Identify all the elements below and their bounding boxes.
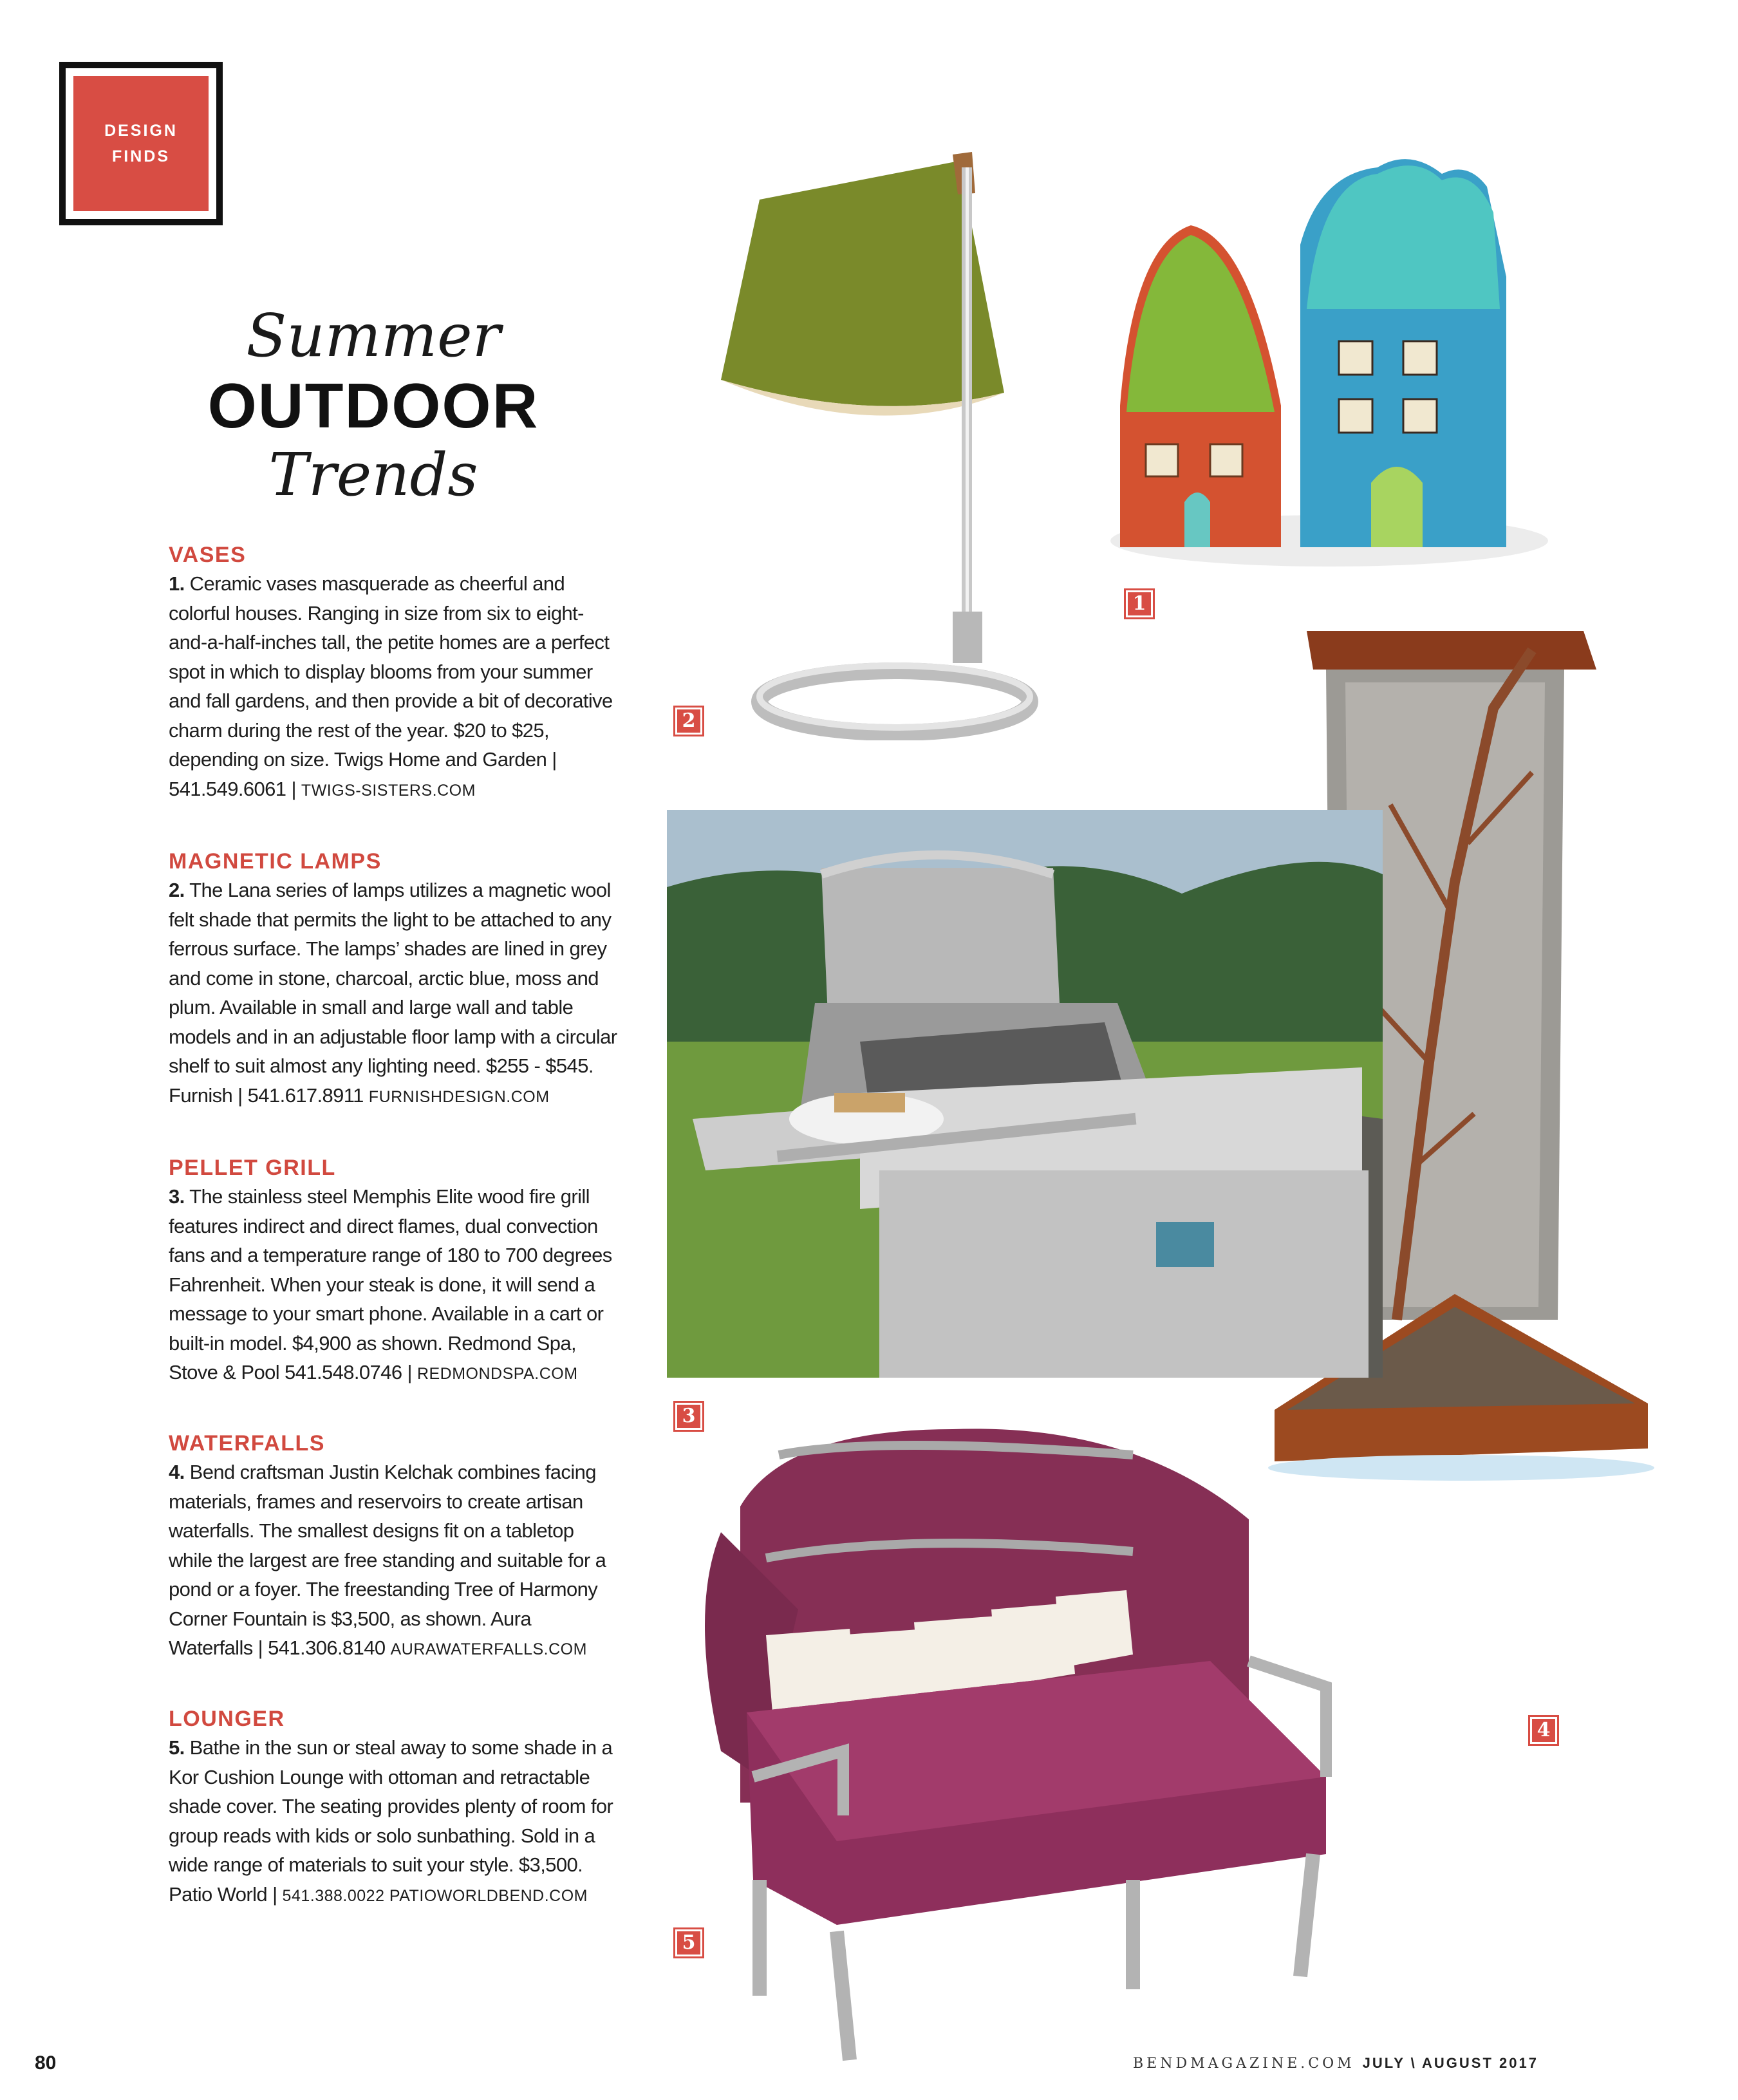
tag-4: 4	[1528, 1715, 1559, 1746]
footer-issue: JULY \ AUGUST 2017	[1362, 2055, 1538, 2071]
item-number: 1.	[169, 572, 185, 595]
tag-5: 5	[673, 1927, 704, 1958]
section-url[interactable]: 541.388.0022 PATIOWORLDBEND.COM	[282, 1886, 588, 1905]
section-heading: MAGNETIC LAMPS	[169, 849, 382, 874]
section-text: Bend craftsman Justin Kelchak combines facing materials, frames and reservoirs to create artisan waterfalls. The smallest designs fit on a tabletop while the largest are free standing and suitable for a pond or a foyer. The freestanding Tree of Harmony Corner Fountain is $3,500, as shown. Aura Waterfalls | 541.306.8140	[169, 1461, 606, 1659]
title-line2: OUTDOOR	[207, 370, 539, 441]
section-url[interactable]: REDMONDSPA.COM	[416, 1365, 578, 1383]
item-number: 5.	[169, 1736, 185, 1759]
section-text: Ceramic vases masquerade as cheerful and colorful houses. Ranging in size from six to eight-and-a-half-inches tall, the petite homes are a perfect spot in which to display blooms from your summer and fall gardens, and then provide a bit of decorative charm during the rest of the year. $20 to $25, depending on size. Twigs Home and Garden | 541.549.6061 |	[169, 572, 613, 800]
section-text: Bathe in the sun or steal away to some shade in a Kor Cushion Lounge with ottoman and retractable shade cover. The seating provides plenty of room for group reads with kids or solo sunbathing. Sold in a wide range of materials to suit your style. $3,500. Patio World |	[169, 1736, 613, 1906]
section-heading: PELLET GRILL	[169, 1156, 336, 1180]
grill-photo	[667, 810, 1383, 1378]
section-text: The Lana series of lamps utilizes a magnetic wool felt shade that permits the light to be attached to any ferrous surface. The lamps’ shades are lined in grey and come in stone, charcoal, arctic blue, moss and plum. Available in small and large wall and table models and in an adjustable floor lamp with a circular shelf to suit almost any lighting need. $255 - $545. Furnish | 541.617.8911	[169, 879, 617, 1107]
footer-site: BENDMAGAZINE.COM	[1133, 2056, 1355, 2072]
section-lounger	[169, 1705, 619, 1911]
section-url[interactable]: TWIGS-SISTERS.COM	[301, 781, 476, 800]
tag-2: 2	[673, 706, 704, 736]
title-line3: Trends	[268, 440, 478, 509]
item-number: 2.	[169, 879, 185, 901]
title-line1: Summer	[246, 301, 501, 370]
vases-photo	[1107, 148, 1551, 567]
badge-line1: DESIGN	[104, 122, 178, 140]
section-heading: WATERFALLS	[169, 1431, 325, 1456]
footer-credit	[1133, 2055, 1538, 2072]
tag-3: 3	[673, 1401, 704, 1432]
lounger-photo	[682, 1416, 1455, 2073]
section-text: The stainless steel Memphis Elite wood fire grill features indirect and direct flames, dual convection fans and a temperature range of 180 to 700 degrees Fahrenheit. When your steak is done, it will send a message to your smart phone. Available in a cart or built-in model. $4,900 as shown. Redmond Spa, Stove & Pool 541.548.0746 |	[169, 1185, 612, 1383]
section-waterfalls	[169, 1429, 619, 1665]
page-title	[154, 303, 592, 509]
item-number: 3.	[169, 1185, 185, 1208]
section-heading: LOUNGER	[169, 1707, 285, 1731]
section-url[interactable]: AURAWATERFALLS.COM	[390, 1640, 587, 1658]
section-url[interactable]: FURNISHDESIGN.COM	[368, 1087, 550, 1106]
section-pellet-grill	[169, 1154, 619, 1389]
item-number: 4.	[169, 1461, 185, 1483]
section-badge	[59, 62, 223, 225]
badge-line2: FINDS	[112, 147, 170, 165]
section-heading: VASES	[169, 543, 247, 567]
lamp-photo	[682, 122, 1043, 740]
section-vases	[169, 541, 619, 805]
section-magnetic-lamps	[169, 847, 619, 1112]
page-number: 80	[35, 2052, 57, 2074]
tag-1: 1	[1124, 588, 1155, 619]
